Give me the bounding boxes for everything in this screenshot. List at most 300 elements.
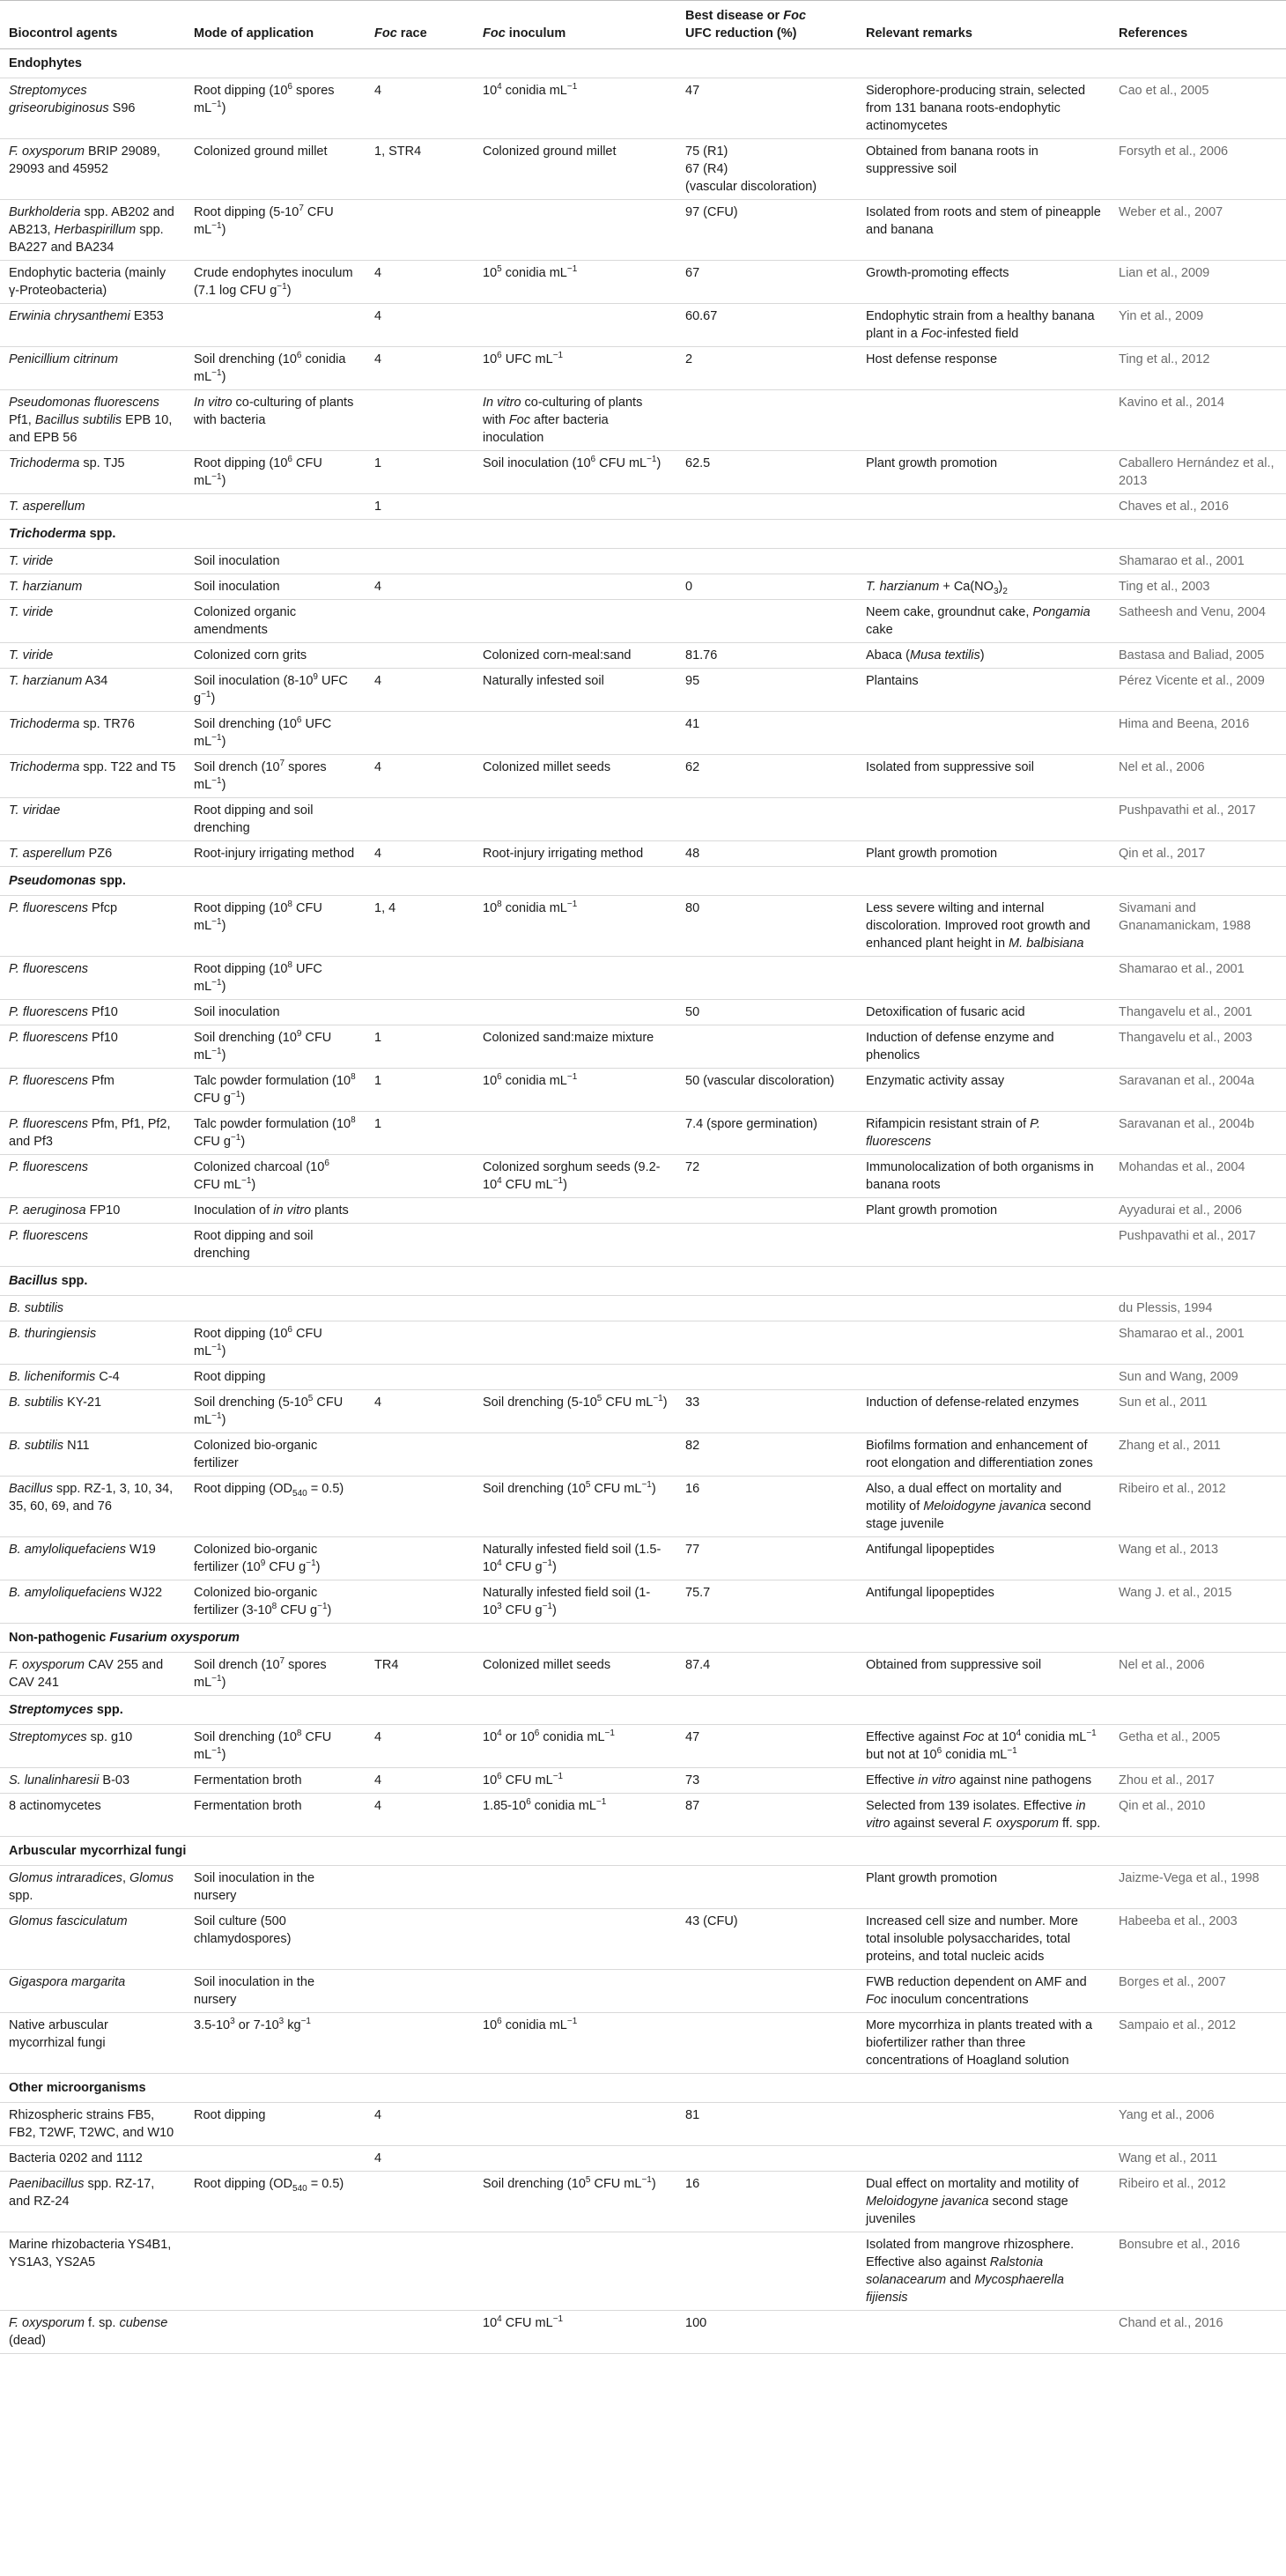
cell-inoculum: Soil inoculation ($10^6$ CFU $mL^{-1}$) bbox=[474, 451, 676, 494]
cell-reduction: 41 bbox=[676, 712, 857, 755]
cell-race bbox=[366, 1155, 474, 1198]
cell-reduction bbox=[676, 957, 857, 1000]
cell-mode: Crude endophytes inoculum (7.1 log CFU $g^{-1}$) bbox=[185, 261, 366, 304]
cell-agent: Gigaspora margarita bbox=[0, 1970, 185, 2013]
cell-reduction: 33 bbox=[676, 1390, 857, 1433]
cell-remarks: Dual effect on mortality and motility of Meloidogyne javanica second stage juveniles bbox=[857, 2172, 1110, 2232]
cell-agent: Penicillium citrinum bbox=[0, 347, 185, 390]
cell-agent: Trichoderma sp. TR76 bbox=[0, 712, 185, 755]
cell-reference: Chaves et al., 2016 bbox=[1110, 494, 1286, 520]
cell-reference: Jaizme-Vega et al., 1998 bbox=[1110, 1866, 1286, 1909]
table-body bbox=[0, 49, 1286, 2354]
cell-remarks: Isolated from suppressive soil bbox=[857, 755, 1110, 798]
cell-agent: P. fluorescens Pf10 bbox=[0, 1000, 185, 1025]
cell-mode bbox=[185, 2311, 366, 2354]
cell-inoculum: In vitro co-culturing of plants with Foc after bacteria inoculation bbox=[474, 390, 676, 451]
cell-reduction: 60.67 bbox=[676, 304, 857, 347]
cell-agent: Trichoderma spp. T22 and T5 bbox=[0, 755, 185, 798]
cell-race bbox=[366, 1198, 474, 1224]
cell-inoculum: Colonized millet seeds bbox=[474, 1653, 676, 1696]
cell-inoculum: Colonized corn-meal:sand bbox=[474, 643, 676, 669]
cell-race bbox=[366, 2172, 474, 2232]
cell-mode: Root dipping bbox=[185, 2103, 366, 2146]
cell-remarks: Obtained from banana roots in suppressive soil bbox=[857, 139, 1110, 200]
cell-race: 1, STR4 bbox=[366, 139, 474, 200]
cell-agent: Glomus fasciculatum bbox=[0, 1909, 185, 1970]
cell-inoculum bbox=[474, 549, 676, 574]
cell-race: 4 bbox=[366, 1390, 474, 1433]
cell-remarks: Abaca (Musa textilis) bbox=[857, 643, 1110, 669]
cell-reference: Ting et al., 2003 bbox=[1110, 574, 1286, 600]
cell-reduction bbox=[676, 1198, 857, 1224]
cell-inoculum bbox=[474, 1970, 676, 2013]
cell-inoculum bbox=[474, 2146, 676, 2172]
table-row bbox=[0, 451, 1286, 494]
cell-remarks: Effective against Foc at $10^4$ conidia $mL^{-1}$ but not at $10^6$ conidia $mL^{-1}$ bbox=[857, 1725, 1110, 1768]
table-row bbox=[0, 1580, 1286, 1624]
cell-mode: Soil culture (500 chlamydospores) bbox=[185, 1909, 366, 1970]
cell-reduction: 77 bbox=[676, 1537, 857, 1580]
cell-inoculum bbox=[474, 494, 676, 520]
cell-reference: Ting et al., 2012 bbox=[1110, 347, 1286, 390]
cell-remarks: T. harzianum + $Ca(NO_3)_2$ bbox=[857, 574, 1110, 600]
cell-remarks: Plant growth promotion bbox=[857, 841, 1110, 867]
cell-race: 4 bbox=[366, 2103, 474, 2146]
cell-reference: Zhou et al., 2017 bbox=[1110, 1768, 1286, 1794]
cell-race: 1 bbox=[366, 1025, 474, 1069]
cell-inoculum bbox=[474, 712, 676, 755]
cell-remarks bbox=[857, 2146, 1110, 2172]
cell-reference: Ayyadurai et al., 2006 bbox=[1110, 1198, 1286, 1224]
cell-race bbox=[366, 200, 474, 261]
cell-reduction bbox=[676, 1224, 857, 1267]
cell-reference: Thangavelu et al., 2001 bbox=[1110, 1000, 1286, 1025]
cell-agent: B. licheniformis C-4 bbox=[0, 1365, 185, 1390]
cell-mode: Inoculation of in vitro plants bbox=[185, 1198, 366, 1224]
cell-inoculum bbox=[474, 1112, 676, 1155]
cell-remarks: Selected from 139 isolates. Effective in vitro against several F. oxysporum ff. spp. bbox=[857, 1794, 1110, 1837]
cell-agent: Endophytic bacteria (mainly γ-Proteobacteria) bbox=[0, 261, 185, 304]
cell-remarks: More mycorrhiza in plants treated with a biofertilizer rather than three concentrations of Hoagland solution bbox=[857, 2013, 1110, 2074]
table-row bbox=[0, 1653, 1286, 1696]
section-row bbox=[0, 1267, 1286, 1296]
cell-agent: Marine rhizobacteria YS4B1, YS1A3, YS2A5 bbox=[0, 2232, 185, 2311]
cell-agent: B. amyloliquefaciens W19 bbox=[0, 1537, 185, 1580]
cell-race bbox=[366, 1296, 474, 1321]
cell-remarks bbox=[857, 798, 1110, 841]
cell-mode: Soil drenching ($5-10^5$ CFU $mL^{-1}$) bbox=[185, 1390, 366, 1433]
cell-reduction: 50 (vascular discoloration) bbox=[676, 1069, 857, 1112]
cell-reference: Saravanan et al., 2004a bbox=[1110, 1069, 1286, 1112]
cell-race bbox=[366, 1365, 474, 1390]
cell-inoculum: Naturally infested field soil ($1-10^3$ CFU $g^{-1}$) bbox=[474, 1580, 676, 1624]
cell-agent: Pseudomonas fluorescens Pf1, Bacillus subtilis EPB 10, and EPB 56 bbox=[0, 390, 185, 451]
cell-remarks: Plant growth promotion bbox=[857, 1198, 1110, 1224]
section-row bbox=[0, 520, 1286, 549]
table-row bbox=[0, 1725, 1286, 1768]
section-title: Pseudomonas spp. bbox=[0, 867, 1286, 896]
cell-remarks: FWB reduction dependent on AMF and Foc inoculum concentrations bbox=[857, 1970, 1110, 2013]
cell-reference: Wang et al., 2011 bbox=[1110, 2146, 1286, 2172]
cell-reference: Shamarao et al., 2001 bbox=[1110, 549, 1286, 574]
cell-agent: Glomus intraradices, Glomus spp. bbox=[0, 1866, 185, 1909]
cell-reference: Ribeiro et al., 2012 bbox=[1110, 2172, 1286, 2232]
cell-race bbox=[366, 1000, 474, 1025]
cell-agent: T. harzianum bbox=[0, 574, 185, 600]
cell-remarks bbox=[857, 2311, 1110, 2354]
cell-mode: Soil inoculation bbox=[185, 574, 366, 600]
table-row bbox=[0, 200, 1286, 261]
cell-reference: Thangavelu et al., 2003 bbox=[1110, 1025, 1286, 1069]
cell-mode: Fermentation broth bbox=[185, 1768, 366, 1794]
table-row bbox=[0, 574, 1286, 600]
cell-race: 4 bbox=[366, 1725, 474, 1768]
cell-agent: P. fluorescens bbox=[0, 1224, 185, 1267]
cell-remarks: Antifungal lipopeptides bbox=[857, 1537, 1110, 1580]
table-row bbox=[0, 1477, 1286, 1537]
cell-reference: Sivamani and Gnanamanickam, 1988 bbox=[1110, 896, 1286, 957]
cell-remarks: Effective in vitro against nine pathogens bbox=[857, 1768, 1110, 1794]
cell-agent: F. oxysporum CAV 255 and CAV 241 bbox=[0, 1653, 185, 1696]
header-remarks: Relevant remarks bbox=[857, 1, 1110, 49]
cell-race: 1, 4 bbox=[366, 896, 474, 957]
cell-inoculum bbox=[474, 1433, 676, 1477]
table-row bbox=[0, 1433, 1286, 1477]
cell-inoculum: Colonized ground millet bbox=[474, 139, 676, 200]
cell-reduction: 80 bbox=[676, 896, 857, 957]
table-row bbox=[0, 1909, 1286, 1970]
header-inoculum: Foc inoculum bbox=[474, 1, 676, 49]
cell-inoculum: $10^4$ or $10^6$ conidia $mL^{-1}$ bbox=[474, 1725, 676, 1768]
cell-agent: P. fluorescens bbox=[0, 957, 185, 1000]
cell-inoculum: $10^4$ CFU $mL^{-1}$ bbox=[474, 2311, 676, 2354]
cell-inoculum: Naturally infested field soil ($1.5-10^4$ CFU $g^{-1}$) bbox=[474, 1537, 676, 1580]
cell-race: 4 bbox=[366, 261, 474, 304]
cell-remarks: Plantains bbox=[857, 669, 1110, 712]
cell-mode: Soil drench ($10^7$ spores $mL^{-1}$) bbox=[185, 1653, 366, 1696]
table-row bbox=[0, 261, 1286, 304]
cell-inoculum: $10^6$ UFC $mL^{-1}$ bbox=[474, 347, 676, 390]
cell-inoculum bbox=[474, 2103, 676, 2146]
cell-agent: T. viride bbox=[0, 643, 185, 669]
cell-reduction: 75 (R1) 67 (R4) (vascular discoloration) bbox=[676, 139, 857, 200]
cell-inoculum: $10^6$ conidia $mL^{-1}$ bbox=[474, 2013, 676, 2074]
cell-remarks bbox=[857, 549, 1110, 574]
cell-mode: Soil inoculation in the nursery bbox=[185, 1866, 366, 1909]
cell-reference: Saravanan et al., 2004b bbox=[1110, 1112, 1286, 1155]
cell-race: 1 bbox=[366, 494, 474, 520]
table-row bbox=[0, 139, 1286, 200]
cell-agent: T. viride bbox=[0, 600, 185, 643]
cell-mode: Talc powder formulation ($10^8$ CFU $g^{-1}$) bbox=[185, 1112, 366, 1155]
cell-agent: P. fluorescens Pfcp bbox=[0, 896, 185, 957]
cell-mode: Soil drenching ($10^6$ UFC $mL^{-1}$) bbox=[185, 712, 366, 755]
cell-agent: Trichoderma sp. TJ5 bbox=[0, 451, 185, 494]
cell-mode: Colonized ground millet bbox=[185, 139, 366, 200]
cell-reduction: 7.4 (spore germination) bbox=[676, 1112, 857, 1155]
cell-reduction: 87 bbox=[676, 1794, 857, 1837]
cell-agent: B. amyloliquefaciens WJ22 bbox=[0, 1580, 185, 1624]
cell-reference: Getha et al., 2005 bbox=[1110, 1725, 1286, 1768]
cell-race: 4 bbox=[366, 2146, 474, 2172]
cell-mode: Talc powder formulation ($10^8$ CFU $g^{-1}$) bbox=[185, 1069, 366, 1112]
cell-race bbox=[366, 2232, 474, 2311]
cell-mode: Root dipping ($10^8$ CFU $mL^{-1}$) bbox=[185, 896, 366, 957]
cell-reference: Sampaio et al., 2012 bbox=[1110, 2013, 1286, 2074]
section-title: Non-pathogenic Fusarium oxysporum bbox=[0, 1624, 1286, 1653]
cell-agent: F. oxysporum BRIP 29089, 29093 and 45952 bbox=[0, 139, 185, 200]
section-title: Bacillus spp. bbox=[0, 1267, 1286, 1296]
table-row bbox=[0, 1794, 1286, 1837]
cell-reduction bbox=[676, 2232, 857, 2311]
cell-reduction bbox=[676, 494, 857, 520]
cell-remarks bbox=[857, 390, 1110, 451]
section-title: Trichoderma spp. bbox=[0, 520, 1286, 549]
cell-reduction: 67 bbox=[676, 261, 857, 304]
cell-agent: T. asperellum PZ6 bbox=[0, 841, 185, 867]
cell-inoculum bbox=[474, 1296, 676, 1321]
cell-reference: Satheesh and Venu, 2004 bbox=[1110, 600, 1286, 643]
cell-remarks: Induction of defense enzyme and phenolics bbox=[857, 1025, 1110, 1069]
cell-remarks bbox=[857, 1365, 1110, 1390]
cell-reference: Pushpavathi et al., 2017 bbox=[1110, 798, 1286, 841]
cell-race: 4 bbox=[366, 78, 474, 139]
cell-reference: Nel et al., 2006 bbox=[1110, 755, 1286, 798]
cell-race bbox=[366, 1909, 474, 1970]
cell-mode: Colonized bio-organic fertilizer ($10^9$ CFU $g^{-1}$) bbox=[185, 1537, 366, 1580]
table-row bbox=[0, 755, 1286, 798]
cell-mode: Colonized corn grits bbox=[185, 643, 366, 669]
cell-agent: Native arbuscular mycorrhizal fungi bbox=[0, 2013, 185, 2074]
cell-agent: B. thuringiensis bbox=[0, 1321, 185, 1365]
table-row bbox=[0, 1069, 1286, 1112]
header-race: Foc race bbox=[366, 1, 474, 49]
cell-reference: Bonsubre et al., 2016 bbox=[1110, 2232, 1286, 2311]
table-row bbox=[0, 1537, 1286, 1580]
cell-inoculum bbox=[474, 798, 676, 841]
cell-agent: B. subtilis KY-21 bbox=[0, 1390, 185, 1433]
cell-race bbox=[366, 1477, 474, 1537]
table-header-row bbox=[0, 1, 1286, 49]
cell-race bbox=[366, 798, 474, 841]
cell-reference: Pushpavathi et al., 2017 bbox=[1110, 1224, 1286, 1267]
cell-reduction: 81.76 bbox=[676, 643, 857, 669]
cell-mode bbox=[185, 2232, 366, 2311]
cell-inoculum: $10^6$ conidia $mL^{-1}$ bbox=[474, 1069, 676, 1112]
cell-mode: In vitro co-culturing of plants with bacteria bbox=[185, 390, 366, 451]
cell-reference: Kavino et al., 2014 bbox=[1110, 390, 1286, 451]
cell-remarks: Endophytic strain from a healthy banana plant in a Foc-infested field bbox=[857, 304, 1110, 347]
cell-remarks: Neem cake, groundnut cake, Pongamia cake bbox=[857, 600, 1110, 643]
cell-remarks: Enzymatic activity assay bbox=[857, 1069, 1110, 1112]
cell-remarks: Isolated from roots and stem of pineapple and banana bbox=[857, 200, 1110, 261]
cell-inoculum bbox=[474, 1224, 676, 1267]
cell-mode: Root dipping $(OD_{540} = 0.5)$ bbox=[185, 1477, 366, 1537]
cell-reduction bbox=[676, 1970, 857, 2013]
cell-race bbox=[366, 1321, 474, 1365]
cell-inoculum bbox=[474, 1000, 676, 1025]
cell-agent: P. aeruginosa FP10 bbox=[0, 1198, 185, 1224]
cell-mode: Soil inoculation bbox=[185, 1000, 366, 1025]
cell-inoculum: Naturally infested soil bbox=[474, 669, 676, 712]
cell-agent: F. oxysporum f. sp. cubense (dead) bbox=[0, 2311, 185, 2354]
cell-race: 4 bbox=[366, 755, 474, 798]
cell-race bbox=[366, 600, 474, 643]
cell-remarks: Biofilms formation and enhancement of root elongation and differentiation zones bbox=[857, 1433, 1110, 1477]
cell-reduction: 2 bbox=[676, 347, 857, 390]
cell-mode: Root-injury irrigating method bbox=[185, 841, 366, 867]
table-row bbox=[0, 2311, 1286, 2354]
cell-inoculum bbox=[474, 574, 676, 600]
table-row bbox=[0, 896, 1286, 957]
section-row bbox=[0, 1696, 1286, 1725]
cell-reference: Forsyth et al., 2006 bbox=[1110, 139, 1286, 200]
cell-agent: S. lunalinharesii B-03 bbox=[0, 1768, 185, 1794]
cell-reduction: 82 bbox=[676, 1433, 857, 1477]
header-mode: Mode of application bbox=[185, 1, 366, 49]
cell-reduction: 72 bbox=[676, 1155, 857, 1198]
cell-inoculum bbox=[474, 1365, 676, 1390]
section-title: Streptomyces spp. bbox=[0, 1696, 1286, 1725]
cell-agent: B. subtilis N11 bbox=[0, 1433, 185, 1477]
cell-reduction: 75.7 bbox=[676, 1580, 857, 1624]
table-row bbox=[0, 669, 1286, 712]
cell-reduction: 50 bbox=[676, 1000, 857, 1025]
cell-reference: du Plessis, 1994 bbox=[1110, 1296, 1286, 1321]
cell-inoculum bbox=[474, 304, 676, 347]
cell-agent: 8 actinomycetes bbox=[0, 1794, 185, 1837]
section-title: Endophytes bbox=[0, 49, 1286, 78]
cell-remarks: Antifungal lipopeptides bbox=[857, 1580, 1110, 1624]
cell-agent: P. fluorescens Pfm bbox=[0, 1069, 185, 1112]
cell-inoculum bbox=[474, 1866, 676, 1909]
cell-inoculum bbox=[474, 957, 676, 1000]
cell-reference: Sun and Wang, 2009 bbox=[1110, 1365, 1286, 1390]
cell-agent: B. subtilis bbox=[0, 1296, 185, 1321]
section-row bbox=[0, 867, 1286, 896]
cell-mode: Soil drenching ($10^9$ CFU $mL^{-1}$) bbox=[185, 1025, 366, 1069]
cell-reference: Caballero Hernández et al., 2013 bbox=[1110, 451, 1286, 494]
cell-reduction: 16 bbox=[676, 1477, 857, 1537]
cell-race bbox=[366, 712, 474, 755]
cell-mode: Root dipping ($10^6$ CFU $mL^{-1}$) bbox=[185, 1321, 366, 1365]
cell-race: 4 bbox=[366, 669, 474, 712]
cell-mode: Soil drench ($10^7$ spores $mL^{-1}$) bbox=[185, 755, 366, 798]
cell-reference: Wang et al., 2013 bbox=[1110, 1537, 1286, 1580]
header-reduction: Best disease or Foc UFC reduction (%) bbox=[676, 1, 857, 49]
cell-race bbox=[366, 1224, 474, 1267]
cell-mode bbox=[185, 494, 366, 520]
cell-reference: Wang J. et al., 2015 bbox=[1110, 1580, 1286, 1624]
cell-mode: Root dipping bbox=[185, 1365, 366, 1390]
cell-inoculum bbox=[474, 1198, 676, 1224]
header-agents: Biocontrol agents bbox=[0, 1, 185, 49]
cell-reference: Yang et al., 2006 bbox=[1110, 2103, 1286, 2146]
cell-mode bbox=[185, 304, 366, 347]
cell-mode: Colonized charcoal ($10^6$ CFU $mL^{-1}$) bbox=[185, 1155, 366, 1198]
cell-agent: P. fluorescens Pfm, Pf1, Pf2, and Pf3 bbox=[0, 1112, 185, 1155]
cell-race bbox=[366, 549, 474, 574]
table-row bbox=[0, 1768, 1286, 1794]
cell-inoculum: $10^8$ conidia $mL^{-1}$ bbox=[474, 896, 676, 957]
cell-race bbox=[366, 1537, 474, 1580]
cell-race: TR4 bbox=[366, 1653, 474, 1696]
table-row bbox=[0, 1155, 1286, 1198]
cell-reduction: 73 bbox=[676, 1768, 857, 1794]
section-row bbox=[0, 1624, 1286, 1653]
cell-mode: Soil inoculation in the nursery bbox=[185, 1970, 366, 2013]
table-row bbox=[0, 600, 1286, 643]
table-row bbox=[0, 347, 1286, 390]
cell-reduction bbox=[676, 390, 857, 451]
cell-mode: Soil drenching ($10^6$ conidia $mL^{-1}$) bbox=[185, 347, 366, 390]
section-title: Arbuscular mycorrhizal fungi bbox=[0, 1837, 1286, 1866]
cell-race: 4 bbox=[366, 1794, 474, 1837]
cell-reference: Ribeiro et al., 2012 bbox=[1110, 1477, 1286, 1537]
cell-reduction: 48 bbox=[676, 841, 857, 867]
cell-race bbox=[366, 1866, 474, 1909]
cell-reduction bbox=[676, 549, 857, 574]
cell-race bbox=[366, 390, 474, 451]
cell-remarks: Detoxification of fusaric acid bbox=[857, 1000, 1110, 1025]
section-row bbox=[0, 2074, 1286, 2103]
table-row bbox=[0, 1224, 1286, 1267]
cell-reduction bbox=[676, 1365, 857, 1390]
cell-reference: Sun et al., 2011 bbox=[1110, 1390, 1286, 1433]
cell-mode: Fermentation broth bbox=[185, 1794, 366, 1837]
cell-remarks bbox=[857, 712, 1110, 755]
cell-reference: Qin et al., 2017 bbox=[1110, 841, 1286, 867]
cell-mode: Colonized bio-organic fertilizer bbox=[185, 1433, 366, 1477]
cell-agent: T. viridae bbox=[0, 798, 185, 841]
cell-remarks bbox=[857, 494, 1110, 520]
cell-reduction bbox=[676, 600, 857, 643]
cell-race: 1 bbox=[366, 1069, 474, 1112]
cell-remarks: Less severe wilting and internal discoloration. Improved root growth and enhanced plant height in M. balbisiana bbox=[857, 896, 1110, 957]
cell-reduction: 47 bbox=[676, 78, 857, 139]
cell-race: 4 bbox=[366, 1768, 474, 1794]
cell-remarks bbox=[857, 1321, 1110, 1365]
cell-agent: Rhizospheric strains FB5, FB2, T2WF, T2WC, and W10 bbox=[0, 2103, 185, 2146]
cell-agent: T. viride bbox=[0, 549, 185, 574]
cell-mode bbox=[185, 1296, 366, 1321]
cell-reduction bbox=[676, 1296, 857, 1321]
cell-reduction: 16 bbox=[676, 2172, 857, 2232]
table-row bbox=[0, 1296, 1286, 1321]
cell-race bbox=[366, 1970, 474, 2013]
table-row bbox=[0, 957, 1286, 1000]
cell-agent: Streptomyces sp. g10 bbox=[0, 1725, 185, 1768]
table-row bbox=[0, 643, 1286, 669]
cell-agent: Bacillus spp. RZ-1, 3, 10, 34, 35, 60, 69, and 76 bbox=[0, 1477, 185, 1537]
table-row bbox=[0, 78, 1286, 139]
cell-agent: P. fluorescens Pf10 bbox=[0, 1025, 185, 1069]
cell-remarks: Obtained from suppressive soil bbox=[857, 1653, 1110, 1696]
table-row bbox=[0, 390, 1286, 451]
table-row bbox=[0, 2172, 1286, 2232]
table-row bbox=[0, 712, 1286, 755]
cell-reference: Shamarao et al., 2001 bbox=[1110, 1321, 1286, 1365]
cell-inoculum: Colonized sand:maize mixture bbox=[474, 1025, 676, 1069]
cell-mode: Soil inoculation ($8-10^9$ UFC $g^{-1}$) bbox=[185, 669, 366, 712]
cell-reduction: 100 bbox=[676, 2311, 857, 2354]
cell-remarks: Also, a dual effect on mortality and motility of Meloidogyne javanica second stage juvenile bbox=[857, 1477, 1110, 1537]
cell-inoculum bbox=[474, 600, 676, 643]
cell-inoculum: $10^5$ conidia $mL^{-1}$ bbox=[474, 261, 676, 304]
cell-race: 4 bbox=[366, 347, 474, 390]
table-row bbox=[0, 2103, 1286, 2146]
cell-remarks bbox=[857, 1224, 1110, 1267]
